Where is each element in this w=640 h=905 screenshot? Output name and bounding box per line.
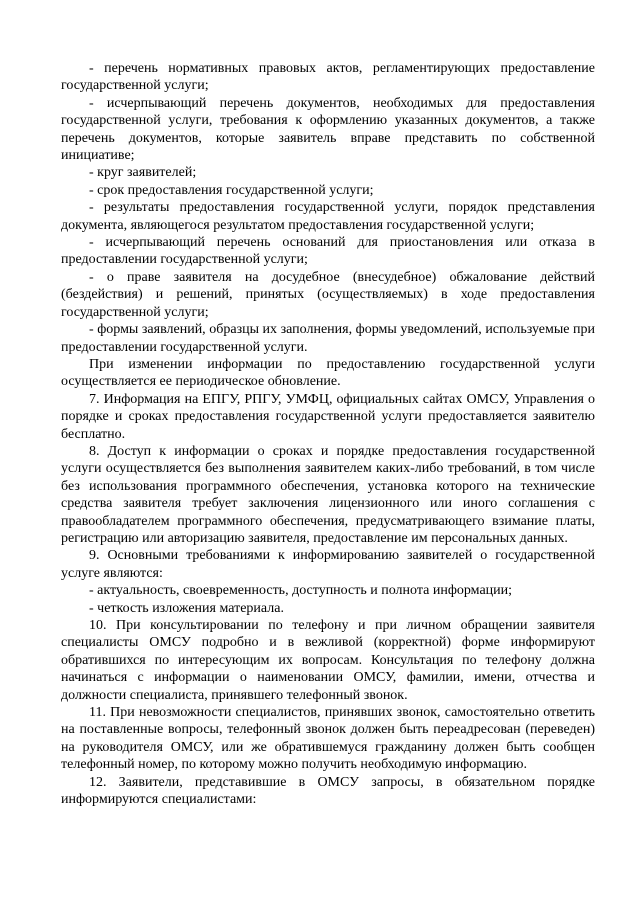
- list-item-relevance: - актуальность, своевременность, доступность и полнота информации;: [89, 583, 513, 599]
- list-item-term: - срок предоставления государственной услуги;: [89, 182, 374, 198]
- list-item-clarity: - четкость изложения материала.: [89, 600, 284, 616]
- paragraph-10: 10. При консультировании по телефону и при личном обращении заявителя специалисты ОМСУ подробно и в вежливой (корректной) форме информируют обратившихся по интересующим их вопросам. Консультация по телефону должна начинаться с информации о наименовании ОМСУ, фамилии, имени, отчества и должности специалиста, принявшего телефонный звонок.: [61, 618, 595, 703]
- paragraph-12: 12. Заявители, представившие в ОМСУ запросы, в обязательном порядке информируются специалистами:: [61, 774, 595, 808]
- list-item-results: - результаты предоставления государственной услуги, порядок представления документа, являющегося результатом предоставления государственной услуги;: [61, 200, 595, 233]
- list-item-applicants: - круг заявителей;: [89, 165, 197, 181]
- paragraph-update: При изменении информации по предоставлению государственной услуги осуществляется ее периодическое обновление.: [61, 356, 595, 390]
- paragraph-8: 8. Доступ к информации о сроках и порядке предоставления государственной услуги осуществляется без выполнения заявителем каких-либо требований, в том числе без использования программного обеспечения, установка которого на технические средства заявителя требует заключения лицензионного или иного соглашения с правообладателем программного обеспечения, предусматривающего взимание платы, регистрацию или авторизацию заявителя, предоставление им персональных данных.: [61, 443, 595, 546]
- paragraph-11: 11. При невозможности специалистов, принявших звонок, самостоятельно ответить на поставленные вопросы, телефонный звонок должен быть переадресован (переведен) на руководителя ОМСУ, или же обратившемуся гражданину должен быть сообщен телефонный номер, по которому можно получить необходимую информацию.: [61, 705, 595, 773]
- list-item-grounds: - исчерпывающий перечень оснований для приостановления или отказа в предоставлении государственной услуги;: [61, 235, 595, 268]
- list-item-documents: - исчерпывающий перечень документов, необходимых для предоставления государственной услуги, требования к оформлению указанных документов, а также перечень документов, которые заявитель вправе представить по собственной инициативе;: [61, 95, 595, 164]
- list-item-legal-acts: - перечень нормативных правовых актов, регламентирующих предоставление государственной услуги;: [61, 61, 595, 94]
- paragraph-7: 7. Информация на ЕПГУ, РПГУ, УМФЦ, официальных сайтах ОМСУ, Управления о порядке и сроках предоставления государственной услуги предоставляется заявителю бесплатно.: [61, 391, 595, 442]
- list-item-appeal-right: - о праве заявителя на досудебное (внесудебное) обжалование действий (бездействия) и решений, принятых (осуществляемых) в ходе предоставления государственной услуги;: [61, 269, 595, 320]
- document-page: [61, 60, 595, 808]
- paragraph-9: 9. Основными требованиями к информированию заявителей о государственной услуге являются:: [61, 548, 595, 581]
- list-item-forms: - формы заявлений, образцы их заполнения, формы уведомлений, используемые при предоставлении государственной услуги.: [61, 322, 595, 355]
